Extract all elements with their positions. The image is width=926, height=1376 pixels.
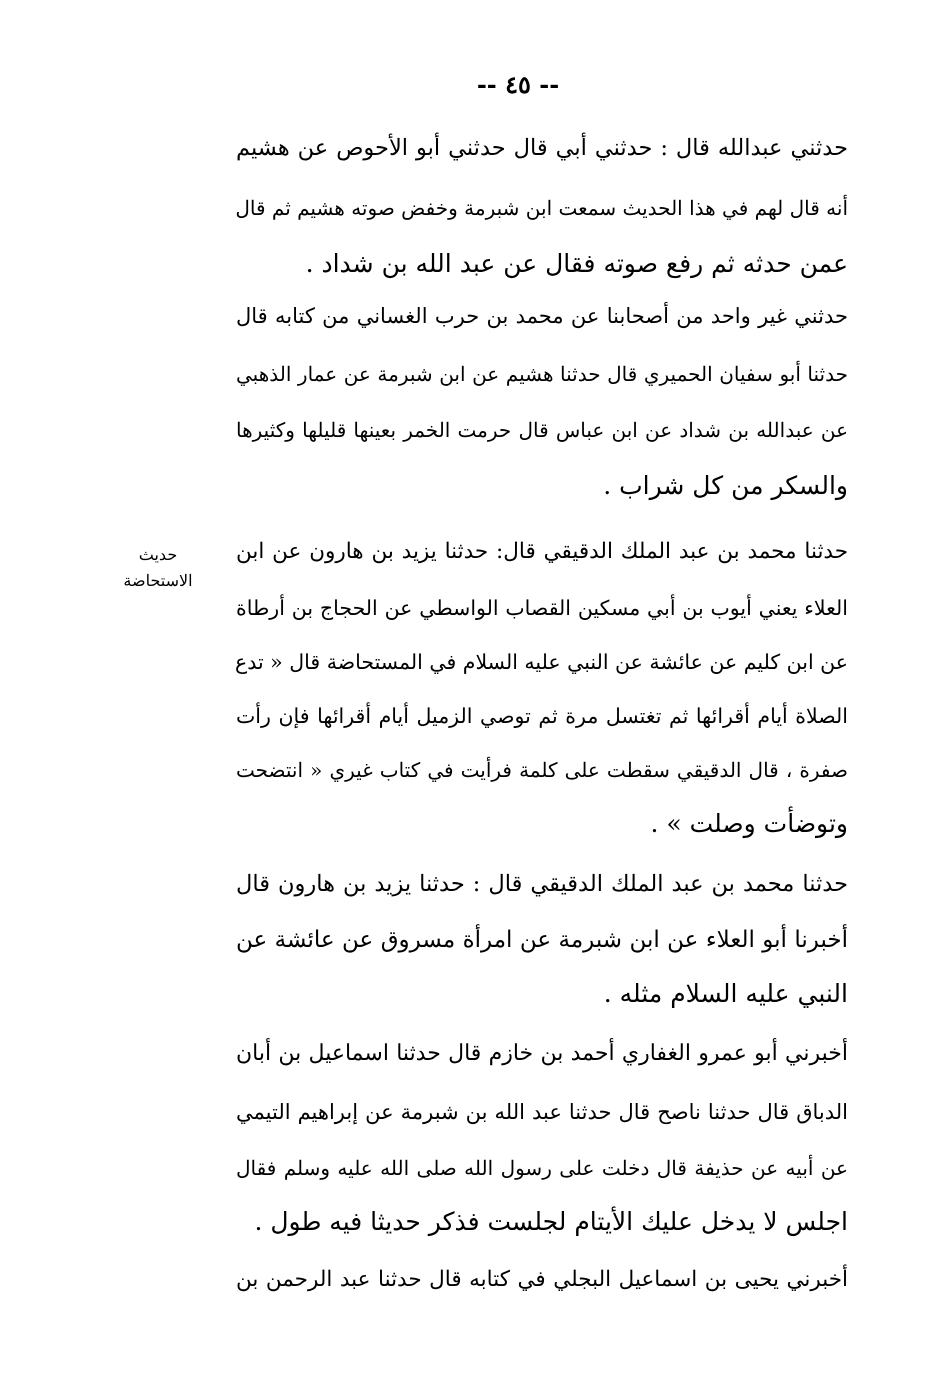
text-line: الدباق قال حدثنا ناصح قال حدثنا عبد الله بن شبرمة عن إبراهيم التيمي — [236, 1100, 848, 1124]
text-line: أخبرنا أبو العلاء عن ابن شبرمة عن امرأة مسروق عن عائشة عن — [236, 927, 848, 953]
text-line: عن عبدالله بن شداد عن ابن عباس قال حرمت الخمر بعينها قليلها وكثيرها — [236, 418, 848, 442]
page-number: -- ٤٥ -- — [476, 70, 560, 99]
text-line: وتوضأت وصلت » . — [650, 809, 848, 838]
text-line: حدثنا محمد بن عبد الملك الدقيقي قال: حدثنا يزيد بن هارون عن ابن — [236, 539, 848, 564]
text-line: أنه قال لهم في هذا الحديث سمعت ابن شبرمة وخفض صوته هشيم ثم قال — [235, 196, 848, 220]
text-line: أخبرني يحيى بن اسماعيل البجلي في كتابه قال حدثنا عبد الرحمن بن — [236, 1267, 848, 1292]
text-line: عن أبيه عن حذيفة قال دخلت على رسول الله صلى الله عليه وسلم فقال — [236, 1156, 848, 1180]
text-line: حدثنا محمد بن عبد الملك الدقيقي قال : حدثنا يزيد بن هارون قال — [236, 871, 848, 897]
margin-note — [112, 542, 204, 594]
text-line: حدثنا أبو سفيان الحميري قال حدثنا هشيم عن ابن شبرمة عن عمار الذهبي — [236, 362, 848, 386]
margin-note-line: حديث — [138, 545, 178, 564]
text-line: حدثني عبدالله قال : حدثني أبي قال حدثني أبو الأحوص عن هشيم — [236, 135, 848, 161]
margin-note-line: الاستحاضة — [123, 571, 193, 590]
text-line: عن ابن كليم عن عائشة عن النبي عليه السلام في المستحاضة قال « تدع — [234, 650, 848, 674]
text-line: عمن حدثه ثم رفع صوته فقال عن عبد الله بن شداد . — [305, 249, 848, 278]
text-line: اجلس لا يدخل عليك الأيتام لجلست فذكر حديثا فيه طول . — [254, 1207, 848, 1236]
text-line: صفرة ، قال الدقيقي سقطت على كلمة فرأيت في كتاب غيري « انتضحت — [236, 758, 848, 782]
text-line: الصلاة أيام أقرائها ثم تغتسل مرة ثم توصي الزميل أيام أقرائها فإن رأت — [236, 704, 848, 728]
text-line: أخبرني أبو عمرو الغفاري أحمد بن خازم قال حدثنا اسماعيل بن أبان — [236, 1041, 848, 1066]
text-line: العلاء يعني أيوب بن أبي مسكين القصاب الواسطي عن الحجاج بن أرطاة — [236, 596, 848, 620]
text-line: حدثني غير واحد من أصحابنا عن محمد بن حرب الغساني من كتابه قال — [236, 304, 848, 328]
text-line: النبي عليه السلام مثله . — [603, 979, 848, 1008]
text-line: والسكر من كل شراب . — [603, 471, 848, 500]
